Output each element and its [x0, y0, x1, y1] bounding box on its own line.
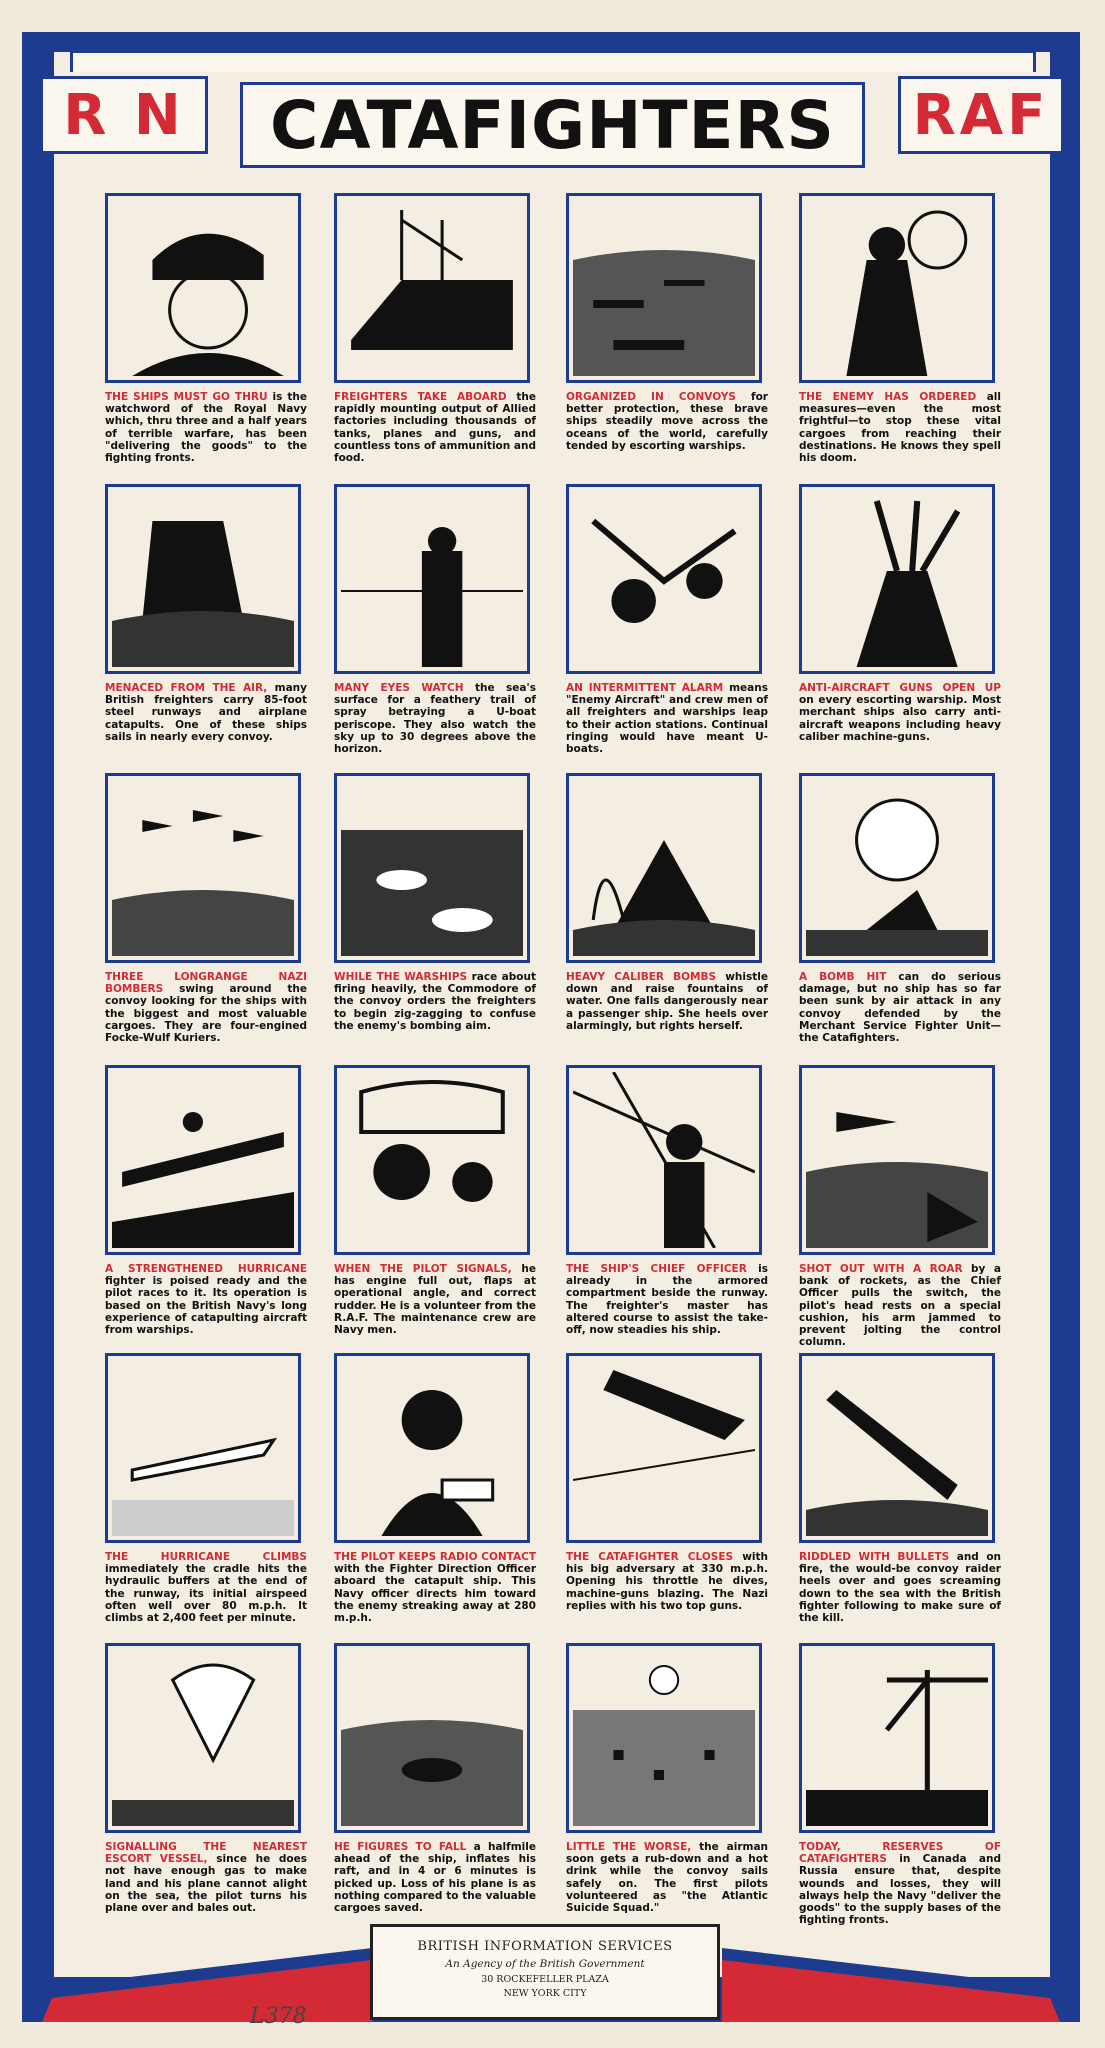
caption-body: race about firing heavily, the Commodore of the convoy orders the freighters to begin zig-zagging to confuse the enemy's bombing aim.: [334, 971, 536, 1032]
panel-illustration: [799, 773, 995, 963]
comic-panel: [566, 484, 768, 755]
caption-body: whistle down and raise fountains of water. One falls dangerously near a passenger ship. She heels over alarmingly, but rights herself.: [566, 971, 768, 1032]
caption-body: with the Fighter Direction Officer aboard the catapult ship. This Navy officer directs him toward the enemy streaking away at 280 m.p.h.: [334, 1563, 536, 1625]
panel-caption: [105, 391, 307, 464]
caption-body: all measures—even the most frightful—to stop these vital cargoes from reaching their destinations. He knows they spell his doom.: [799, 391, 1001, 465]
page-title: CATAFIGHTERS: [240, 82, 865, 168]
caption-body: on every escorting warship. Most merchant ships also carry anti-aircraft weapons including heavy caliber machine-guns.: [799, 694, 1001, 743]
caption-body: swing around the convoy looking for the ships with the biggest and most valuable cargoes. They are four-engined Focke-Wulf Kuriers.: [105, 983, 307, 1045]
caption-headline: THE SHIP'S CHIEF OFFICER: [566, 1263, 747, 1275]
caption-headline: RIDDLED WITH BULLETS: [799, 1551, 950, 1563]
comic-panel: [105, 484, 307, 743]
caption-headline: HEAVY CALIBER BOMBS: [566, 971, 717, 983]
caption-body: immediately the cradle hits the hydraulic buffers at the end of the runway, its initial airspeed often well over 80 m.p.h. It climbs at 2,400 feet per minute.: [105, 1563, 307, 1625]
publisher-tagline: An Agency of the British Government: [445, 1958, 645, 1970]
panel-illustration: [105, 1065, 301, 1255]
panel-caption: [799, 391, 1001, 464]
comic-panel: [799, 193, 1001, 464]
panel-caption: [105, 1551, 307, 1624]
panel-caption: [566, 391, 768, 452]
comic-panel: [566, 193, 768, 452]
publisher-name: BRITISH INFORMATION SERVICES: [417, 1939, 673, 1954]
caption-headline: MENACED FROM THE AIR,: [105, 682, 268, 694]
caption-body: the airman soon gets a rub-down and a hot drink while the convoy sails safely on. The first pilots volunteered as "the Atlantic Suicide Squad.": [566, 1841, 769, 1915]
caption-headline: A STRENGTHENED HURRICANE: [105, 1263, 307, 1275]
panel-caption: [334, 1841, 536, 1914]
comic-panel: [334, 773, 536, 1032]
panel-illustration: [799, 1643, 995, 1833]
panel-caption: [334, 391, 536, 464]
caption-headline: SIGNALLING THE NEAREST ESCORT VESSEL,: [105, 1841, 307, 1866]
caption-body: means "Enemy Aircraft" and crew men of all freighters and warships leap to their action stations. Continual ringing would have meant U-boats.: [566, 682, 768, 756]
comic-panel: [105, 1353, 307, 1624]
panel-caption: [566, 1841, 768, 1914]
comic-panel: [334, 193, 536, 464]
panel-illustration: [105, 1643, 301, 1833]
comic-panel: [566, 1065, 768, 1336]
comic-panel: [105, 773, 307, 1044]
caption-body: he has engine full out, flaps at operational angle, and correct rudder. He is a volunteer from the R.A.F. The maintenance crew are Navy men.: [334, 1263, 536, 1337]
comic-panel: [799, 773, 1001, 1044]
panel-caption: [566, 1551, 768, 1612]
panel-illustration: [334, 484, 530, 674]
caption-body: is already in the armored compartment beside the runway. The freighter's master has altered course to assist the take-off, now steadies his ship.: [566, 1263, 768, 1337]
panel-illustration: [334, 1065, 530, 1255]
caption-headline: THE ENEMY HAS ORDERED: [799, 391, 977, 403]
panel-caption: [566, 971, 768, 1032]
caption-headline: THE HURRICANE CLIMBS: [105, 1551, 307, 1563]
comic-panel: [566, 773, 768, 1032]
panel-caption: [334, 1263, 536, 1336]
panel-illustration: [566, 1643, 762, 1833]
caption-headline: A BOMB HIT: [799, 971, 887, 983]
caption-body: fighter is poised ready and the pilot races to it. Its operation is based on the British Navy's long experience of catapulting aircraft from warships.: [105, 1275, 307, 1337]
panel-illustration: [566, 484, 762, 674]
comic-panel: [334, 1643, 536, 1914]
caption-body: with his big adversary at 330 m.p.h. Opening his throttle he dives, machine-guns blazing. The Nazi replies with his two top guns.: [566, 1551, 769, 1612]
caption-headline: WHILE THE WARSHIPS: [334, 971, 468, 983]
comic-panel: [799, 1353, 1001, 1624]
caption-headline: THE PILOT KEEPS RADIO CONTACT: [334, 1551, 537, 1563]
panel-caption: [105, 1263, 307, 1336]
comic-panel: [799, 1643, 1001, 1926]
panel-caption: [799, 1841, 1001, 1926]
panel-caption: [105, 1841, 307, 1914]
panel-caption: [799, 971, 1001, 1044]
caption-body: for better protection, these brave ships steadily move across the oceans of the world, carefully tended by escorting warships.: [566, 391, 768, 452]
publisher-city: NEW YORK CITY: [503, 1988, 587, 1999]
comic-panel: [334, 1065, 536, 1336]
panel-illustration: [566, 773, 762, 963]
panel-illustration: [334, 1643, 530, 1833]
panel-illustration: [566, 193, 762, 383]
comic-panel: [105, 193, 307, 464]
caption-headline: AN INTERMITTENT ALARM: [566, 682, 724, 694]
panel-caption: [566, 682, 768, 755]
panel-illustration: [105, 484, 301, 674]
caption-headline: TODAY, RESERVES OF CATAFIGHTERS: [799, 1841, 1001, 1866]
panel-illustration: [799, 484, 995, 674]
caption-body: by a bank of rockets, as the Chief Officer pulls the switch, the pilot's head rests on a special cushion, his arm jammed to prevent jolting the control column.: [799, 1263, 1001, 1349]
comic-panel: [334, 484, 536, 755]
panel-illustration: [334, 1353, 530, 1543]
panel-illustration: [566, 1353, 762, 1543]
comic-panel: [566, 1643, 768, 1914]
panel-illustration: [334, 773, 530, 963]
caption-headline: HE FIGURES TO FALL: [334, 1841, 467, 1853]
caption-body: and on fire, the would-be convoy raider heels over and goes screaming down to the sea with the British fighter following to make sure of the kill.: [799, 1551, 1002, 1625]
caption-headline: FREIGHTERS TAKE ABOARD: [334, 391, 507, 403]
panel-caption: [799, 1263, 1001, 1348]
panel-caption: [334, 1551, 536, 1624]
caption-headline: ANTI-AIRCRAFT GUNS OPEN UP: [799, 682, 1001, 694]
caption-body: the sea's surface for a feathery trail of spray betraying a U-boat periscope. They also watch the sky up to 30 degrees above the horizon.: [334, 682, 536, 756]
caption-body: many British freighters carry 85-foot steel runways and airplane catapults. One of these ships sails in nearly every convoy.: [105, 682, 307, 743]
caption-headline: SHOT OUT WITH A ROAR: [799, 1263, 963, 1275]
publisher-street: 30 ROCKEFELLER PLAZA: [481, 1974, 609, 1985]
comic-panel: [799, 484, 1001, 743]
publisher-box: [370, 1924, 720, 2020]
panel-caption: [799, 1551, 1001, 1624]
comic-panel: [334, 1353, 536, 1624]
panel-illustration: [799, 1065, 995, 1255]
panel-caption: [566, 1263, 768, 1336]
caption-headline: MANY EYES WATCH: [334, 682, 464, 694]
panel-illustration: [105, 773, 301, 963]
comic-panel: [105, 1065, 307, 1336]
panel-caption: [105, 971, 307, 1044]
panel-illustration: [799, 1353, 995, 1543]
caption-body: the rapidly mounting output of Allied factories including thousands of tanks, planes and guns, and countless tons of ammunition and food.: [334, 391, 536, 465]
caption-body: a halfmile ahead of the ship, inflates his raft, and in 4 or 6 minutes is picked up. Loss of his plane is as nothing compared to the valuable cargoes saved.: [334, 1841, 536, 1915]
panel-caption: [799, 682, 1001, 743]
panel-illustration: [799, 193, 995, 383]
comic-panel: [105, 1643, 307, 1914]
panel-caption: [334, 682, 536, 755]
panel-caption: [105, 682, 307, 743]
caption-headline: THREE LONGRANGE NAZI BOMBERS: [105, 971, 307, 996]
header-rn-label: R N: [40, 76, 208, 154]
caption-headline: WHEN THE PILOT SIGNALS,: [334, 1263, 512, 1275]
caption-body: since he does not have enough gas to make land and his plane cannot alight on the sea, the pilot turns his plane over and bales out.: [105, 1853, 307, 1915]
panel-illustration: [105, 1353, 301, 1543]
caption-headline: ORGANIZED IN CONVOYS: [566, 391, 736, 403]
comic-panel: [566, 1353, 768, 1612]
caption-headline: THE CATAFIGHTER CLOSES: [566, 1551, 734, 1563]
handwritten-number: L378: [250, 2004, 307, 2029]
caption-headline: LITTLE THE WORSE,: [566, 1841, 692, 1853]
panel-caption: [334, 971, 536, 1032]
caption-headline: THE SHIPS MUST GO THRU: [105, 391, 268, 403]
caption-body: can do serious damage, but no ship has so far been sunk by air attack in any convoy defended by the Merchant Service Fighter Unit—the Catafighters.: [799, 971, 1001, 1045]
panel-illustration: [334, 193, 530, 383]
header-band: [70, 50, 1036, 72]
caption-body: in Canada and Russia ensure that, despite wounds and losses, they will always help the Navy "deliver the goods" to the supply bases of the fighting fronts.: [799, 1853, 1001, 1927]
header-raf-label: RAF: [898, 76, 1064, 154]
panel-illustration: [105, 193, 301, 383]
caption-body: is the watchword of the Royal Navy which, thru three and a half years of terrible warfare, has been "delivering the goods" to the fighting fronts.: [105, 391, 307, 465]
panel-illustration: [566, 1065, 762, 1255]
comic-panel: [799, 1065, 1001, 1348]
